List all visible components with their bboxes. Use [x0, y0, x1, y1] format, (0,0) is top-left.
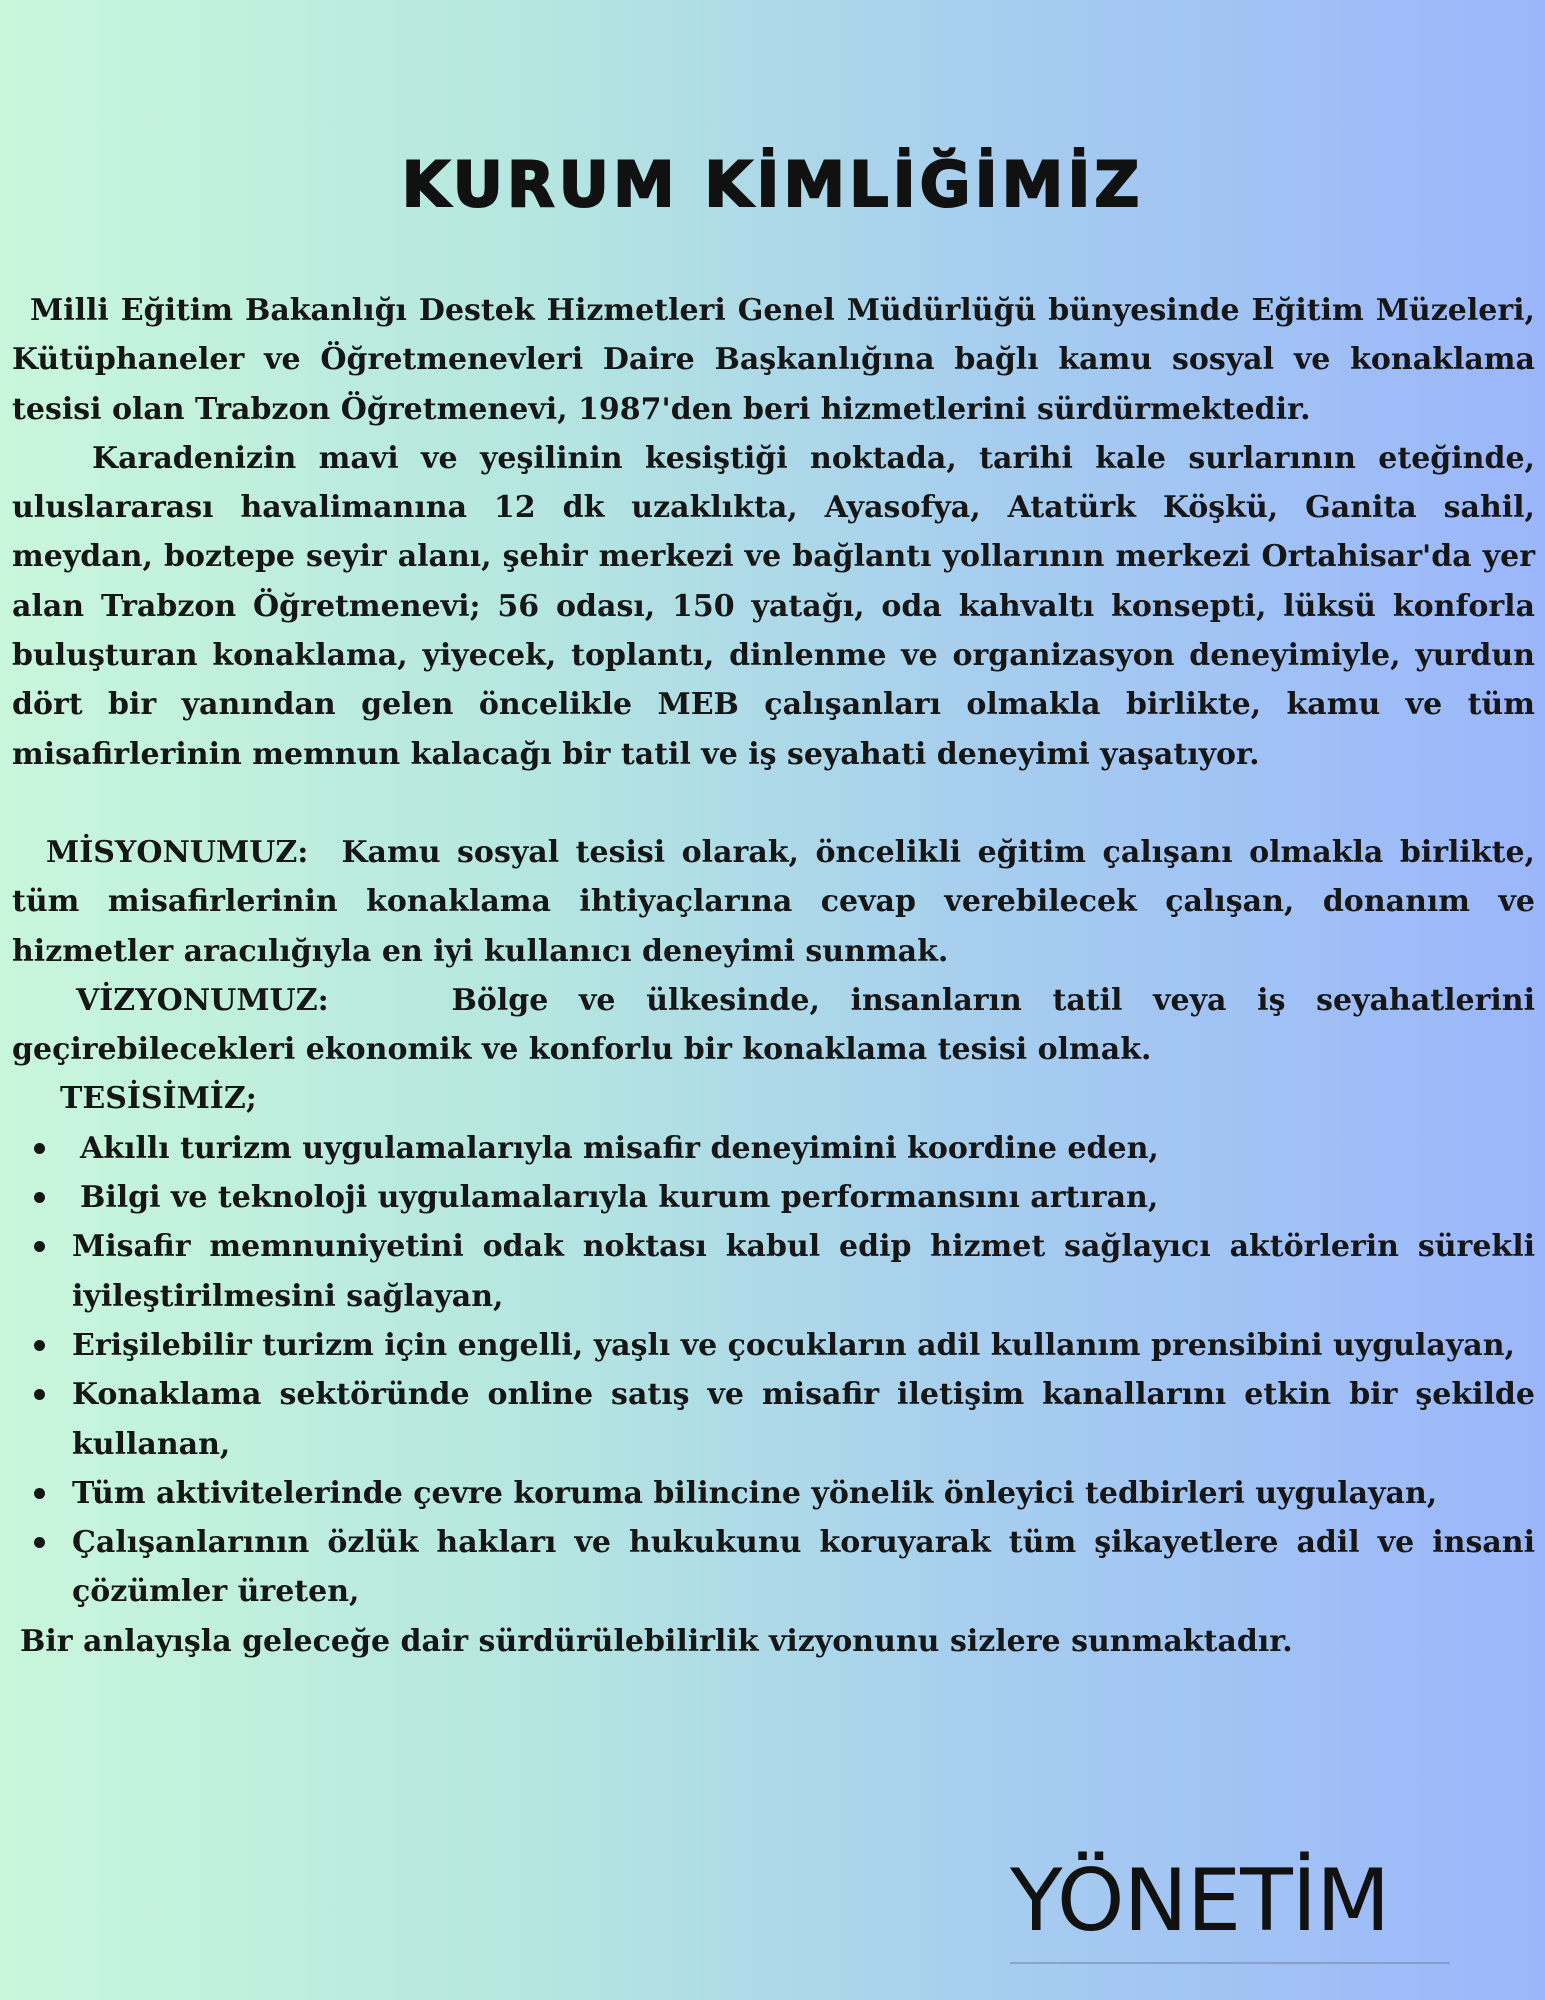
intro-paragraph-1: Milli Eğitim Bakanlığı Destek Hizmetleri Genel Müdürlüğü bünyesinde Eğitim Müzeleri, Kütüphaneler ve Öğretmenevleri Daire Başkanlığına bağlı kamu sosyal ve konaklama tesisi olan Trabzon Öğretmenevi, 1987'den beri hizmetlerini sürdürmektedir. — [12, 293, 1535, 427]
list-item — [12, 1518, 1535, 1617]
bullet-icon — [34, 1389, 45, 1400]
signature: YÖNETİM — [1010, 1851, 1390, 1951]
bullet-icon — [34, 1192, 45, 1203]
document-body — [12, 286, 1535, 1666]
list-item-text: Erişilebilir turizm için engelli, yaşlı ve çocukların adil kullanım prensibini uygulayan, — [72, 1327, 1515, 1363]
list-item — [12, 1173, 1535, 1222]
list-item-text: Akıllı turizm uygulamalarıyla misafir deneyimini koordine eden, — [80, 1130, 1159, 1166]
facility-list — [12, 1124, 1535, 1617]
bullet-icon — [34, 1143, 45, 1154]
vision-label: VİZYONUMUZ: — [76, 982, 329, 1018]
bullet-icon — [34, 1241, 45, 1252]
list-item — [12, 1321, 1535, 1370]
list-item — [12, 1469, 1535, 1518]
mission-label: MİSYONUMUZ: — [46, 834, 309, 870]
list-item — [12, 1124, 1535, 1173]
closing-statement: Bir anlayışla geleceğe dair sürdürülebilirlik vizyonunu sizlere sunmaktadır. — [20, 1623, 1293, 1659]
list-item-text: Misafir memnuniyetini odak noktası kabul edip hizmet sağlayıcı aktörlerin sürekli iyileştirilmesini sağlayan, — [72, 1229, 1535, 1314]
paragraph-spacer — [12, 779, 1535, 828]
list-item-text: Konaklama sektöründe online satış ve misafir iletişim kanallarını etkin bir şekilde kullanan, — [72, 1377, 1535, 1462]
list-item-text: Çalışanlarının özlük hakları ve hukukunu koruyarak tüm şikayetlere adil ve insani çözümler üreten, — [72, 1525, 1535, 1610]
bullet-icon — [34, 1537, 45, 1548]
bullet-icon — [34, 1340, 45, 1351]
list-item — [12, 1370, 1535, 1469]
bullet-icon — [34, 1488, 45, 1499]
mission-paragraph — [12, 828, 1535, 976]
vision-text: Bölge ve ülkesinde, insanların tatil veya iş seyahatlerini geçirebilecekleri ekonomik ve konforlu bir konaklama tesisi olmak. — [12, 982, 1536, 1068]
list-item-text: Bilgi ve teknoloji uygulamalarıyla kurum performansını artıran, — [80, 1180, 1159, 1216]
facility-heading: TESİSİMİZ; — [60, 1081, 257, 1117]
list-item — [12, 1222, 1535, 1321]
page-title: KURUM KİMLİĞİMİZ — [401, 148, 1144, 221]
mission-text: Kamu sosyal tesisi olarak, öncelikli eğitim çalışanı olmakla birlikte, tüm misafirlerinin konaklama ihtiyaçlarına cevap verebilecek çalışan, donanım ve hizmetler aracılığıyla en iyi kullanıcı deneyimi sunmak. — [12, 834, 1535, 969]
intro-paragraph-2: Karadenizin mavi ve yeşilinin kesiştiği noktada, tarihi kale surlarının eteğinde, uluslararası havalimanına 12 dk uzaklıkta, Ayasofya, Atatürk Köşkü, Ganita sahil, meydan, boztepe seyir alanı, şehir merkezi ve bağlantı yollarının merkezi Ortahisar'da yer alan Trabzon Öğretmenevi; 56 odası, 150 yatağı, oda kahvaltı konsepti, lüksü konforla buluşturan konaklama, yiyecek, toplantı, dinlenme ve organizasyon deneyimiyle, yurdun dört bir yanından gelen öncelikle MEB çalışanları olmakla birlikte, kamu ve tüm misafirlerinin memnun kalacağı bir tatil ve iş seyahati deneyimi yaşatıyor. — [12, 440, 1535, 772]
vision-paragraph — [12, 976, 1535, 1075]
list-item-text: Tüm aktivitelerinde çevre koruma bilincine yönelik önleyici tedbirleri uygulayan, — [72, 1475, 1438, 1511]
signature-underline — [1010, 1962, 1450, 1964]
